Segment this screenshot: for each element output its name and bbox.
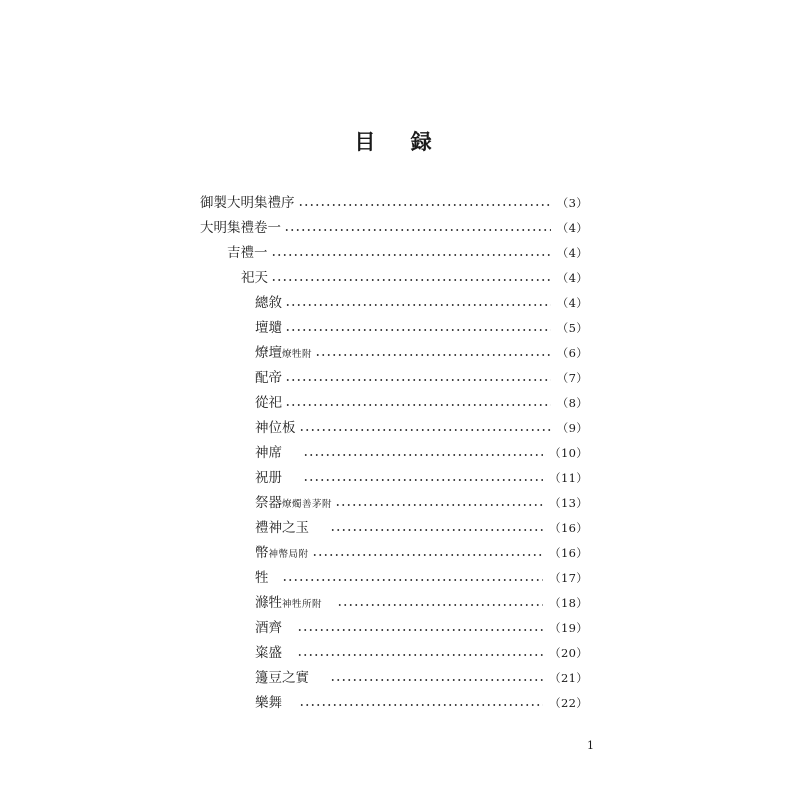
dot-leader <box>315 354 551 356</box>
dot-leader <box>271 254 551 256</box>
dot-leader <box>335 504 543 506</box>
dot-leader <box>337 604 543 606</box>
toc-entry-page: （13） <box>549 496 588 510</box>
dot-leader <box>298 204 551 206</box>
toc-entry[interactable] <box>255 341 588 366</box>
toc-entry-title: 滌牲 <box>255 594 282 611</box>
toc-entry[interactable] <box>255 466 588 491</box>
toc-entry-page: （4） <box>556 271 588 285</box>
toc-entry-note: 燎牲附 <box>282 348 313 360</box>
toc-entry-label <box>255 291 282 316</box>
toc-entry-title: 神位板 <box>255 420 296 436</box>
dot-leader <box>330 529 543 531</box>
dot-leader <box>285 404 551 406</box>
toc-entry-page: （16） <box>549 546 588 560</box>
toc-entry-label <box>227 241 268 266</box>
toc-entry-label <box>255 341 312 367</box>
toc-entry-title: 總敘 <box>255 295 282 311</box>
dot-leader <box>284 229 551 231</box>
toc-entry-label <box>255 666 309 691</box>
dot-leader <box>299 704 543 706</box>
toc-entry[interactable] <box>255 666 588 691</box>
toc-entry[interactable] <box>255 616 588 641</box>
dot-leader <box>285 329 551 331</box>
toc-entry-title: 祭器 <box>255 494 282 511</box>
toc-entry-label <box>255 491 332 517</box>
toc-entry-label <box>255 441 282 466</box>
toc-entry[interactable] <box>255 491 588 516</box>
toc-entry-label <box>255 391 282 416</box>
toc-entry-label <box>241 266 268 291</box>
dot-leader <box>297 629 543 631</box>
toc-entry-page: （9） <box>556 421 588 435</box>
toc-entry-page: （21） <box>549 671 588 685</box>
toc-entry-page: （20） <box>549 646 588 660</box>
toc-entry-page: （22） <box>549 696 588 710</box>
toc-entry-label <box>255 616 282 641</box>
toc-entry-title: 牲 <box>255 570 269 586</box>
toc-entry[interactable] <box>255 441 588 466</box>
dot-leader <box>297 654 543 656</box>
toc-entry-page: （4） <box>556 246 588 260</box>
toc-entry[interactable] <box>255 591 588 616</box>
toc-entry-page: （4） <box>556 221 588 235</box>
toc-entry-page: （3） <box>556 196 588 210</box>
toc-entry-page: （10） <box>549 446 588 460</box>
toc-entry-note: 神幣局附 <box>268 548 309 560</box>
dot-leader <box>282 579 544 581</box>
toc-entry[interactable] <box>255 516 588 541</box>
toc-entry[interactable] <box>255 366 588 391</box>
dot-leader <box>303 454 543 456</box>
toc-entry[interactable] <box>200 191 588 216</box>
dot-leader <box>285 304 551 306</box>
toc-entry-page: （6） <box>556 346 588 360</box>
toc-entry-title: 神席 <box>255 445 282 461</box>
dot-leader <box>330 679 543 681</box>
toc-entry-note: 神牲所附 <box>282 598 323 610</box>
toc-entry-label <box>255 641 282 666</box>
toc-entry[interactable] <box>255 316 588 341</box>
toc-entry[interactable] <box>255 416 588 441</box>
page-title: 目 録 <box>354 129 446 154</box>
toc-entry-page: （5） <box>556 321 588 335</box>
toc-entry-label <box>255 416 296 441</box>
toc-entry[interactable] <box>255 566 588 591</box>
toc-entry-title: 籩豆之實 <box>255 670 309 686</box>
toc-entry-label <box>255 541 309 567</box>
toc-entry-page: （16） <box>549 521 588 535</box>
toc-entry-title: 幣 <box>255 544 269 561</box>
toc-entry-page: （17） <box>549 571 588 585</box>
toc-entry[interactable] <box>255 291 588 316</box>
dot-leader <box>303 479 543 481</box>
toc-entry-title: 大明集禮卷一 <box>200 220 281 236</box>
toc-entry-label <box>255 366 282 391</box>
toc-entry-label <box>255 566 269 591</box>
toc-entry-title: 粢盛 <box>255 645 282 661</box>
toc-entry-label <box>200 191 295 216</box>
toc-entry[interactable] <box>227 241 588 266</box>
toc-entry-title: 祀天 <box>241 270 268 286</box>
dot-leader <box>271 279 551 281</box>
toc-entry[interactable] <box>241 266 588 291</box>
dot-leader <box>299 429 551 431</box>
toc-entry-page: （11） <box>549 471 588 485</box>
toc-entry[interactable] <box>255 691 588 716</box>
toc-entry-page: （4） <box>556 296 588 310</box>
toc-entry[interactable] <box>255 391 588 416</box>
dot-leader <box>285 379 551 381</box>
toc-entry-title: 御製大明集禮序 <box>200 195 295 211</box>
toc-entry-label <box>255 691 282 716</box>
toc-entry-title: 祝册 <box>255 470 282 486</box>
toc-entry-title: 配帝 <box>255 370 282 386</box>
toc-entry[interactable] <box>255 641 588 666</box>
toc-entry[interactable] <box>255 541 588 566</box>
toc-entry-label <box>200 216 281 241</box>
toc-entry-page: （18） <box>549 596 588 610</box>
toc-entry-label <box>255 591 322 617</box>
toc-entry-label <box>255 516 309 541</box>
page-number: 1 <box>587 739 594 752</box>
toc-entry-title: 從祀 <box>255 395 282 411</box>
toc-entry-title: 吉禮一 <box>227 245 268 261</box>
dot-leader <box>312 554 544 556</box>
toc-entry-title: 壇壝 <box>255 320 282 336</box>
toc-entry-note: 燎燭善茅附 <box>282 498 333 510</box>
toc-entry-title: 燎壇 <box>255 344 282 361</box>
toc-entry-title: 樂舞 <box>255 695 282 711</box>
toc-entry-page: （7） <box>556 371 588 385</box>
toc-entry-label <box>255 466 282 491</box>
toc-entry-label <box>255 316 282 341</box>
toc-entry[interactable] <box>200 216 588 241</box>
toc-entry-page: （8） <box>556 396 588 410</box>
toc-entry-page: （19） <box>549 621 588 635</box>
toc-entry-title: 酒齊 <box>255 620 282 636</box>
toc-entry-title: 禮神之玉 <box>255 520 309 536</box>
